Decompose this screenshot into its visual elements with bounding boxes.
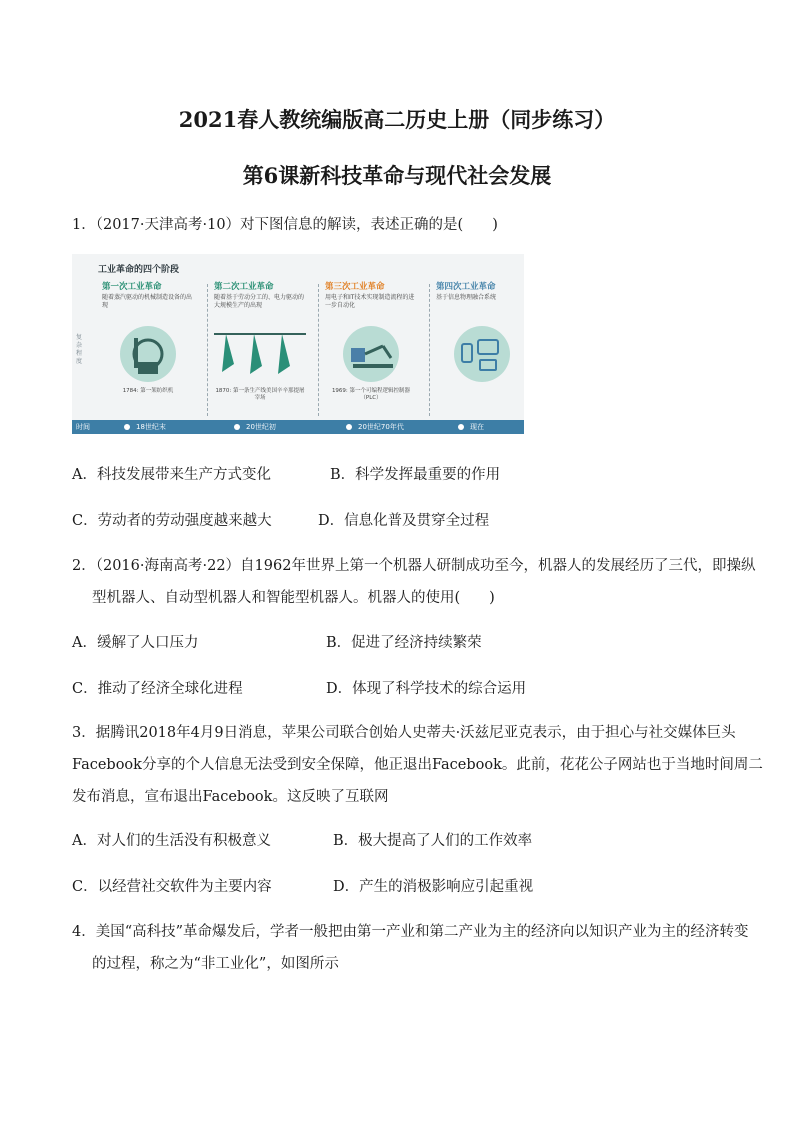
q1-stem: 1．（2017·天津高考·10）对下图信息的解读，表述正确的是( ) <box>72 217 498 233</box>
q3-option-b: B．极大提高了人们的工作效率 <box>333 833 533 849</box>
timeline-point: 18世纪末 <box>136 423 166 431</box>
q1-option-c: C．劳动者的劳动强度越来越大 <box>72 513 272 529</box>
q2-stem-line2: 型机器人、自动型机器人和智能型机器人。机器人的使用( ) <box>92 590 495 606</box>
stage-desc: 基于信息物理融合系统 <box>436 294 497 301</box>
q3-option-d: D．产生的消极影响应引起重视 <box>333 879 534 895</box>
q3-option-c: C．以经营社交软件为主要内容 <box>72 879 272 895</box>
q3-stem-line3: 发布消息，宣布退出Facebook。这反映了互联网 <box>72 789 389 805</box>
timeline-point: 现在 <box>470 423 484 431</box>
stage-divider <box>429 284 431 416</box>
q1-option-a: A．科技发展带来生产方式变化 <box>72 467 271 483</box>
q2-option-a: A．缓解了人口压力 <box>72 635 199 651</box>
stage-heading: 第四次工业革命 <box>436 282 496 292</box>
q1-option-b: B．科学发挥最重要的作用 <box>330 467 501 483</box>
q2-option-d: D．体现了科学技术的综合运用 <box>326 681 527 697</box>
stage-desc: 随着基于劳动分工的、电力驱动的大规模生产的出现 <box>214 294 305 309</box>
q2-stem-line1: 2．（2016·海南高考·22）自1962年世界上第一个机器人研制成功至今，机器人的发展经历了三代，即操纵 <box>72 558 756 574</box>
timeline-label: 时间 <box>76 423 90 431</box>
timeline-dot <box>124 424 130 430</box>
timeline-bar <box>72 420 524 434</box>
assembly-line-icon <box>214 328 306 382</box>
figure-title: 工业革命的四个阶段 <box>98 265 180 275</box>
timeline-point: 20世纪70年代 <box>358 423 404 431</box>
stage-heading: 第三次工业革命 <box>325 282 385 292</box>
q2-option-c: C．推动了经济全球化进程 <box>72 681 243 697</box>
devices-icon <box>454 326 510 382</box>
stage-note: 1784: 第一架纺织机 <box>122 388 174 394</box>
q3-stem-line2: Facebook分享的个人信息无法受到安全保障，他正退出Facebook。此前，花花公子网站也于当地时间周二 <box>72 757 763 773</box>
industrial-revolution-figure <box>72 254 524 434</box>
stage-panel-1 <box>98 280 198 430</box>
stage-desc: 用电子和IT技术实现制造流程的进一步自动化 <box>325 294 415 309</box>
page-title: 2021春人教统编版高二历史上册（同步练习） <box>178 107 616 132</box>
q1-option-d: D．信息化普及贯穿全过程 <box>318 513 490 529</box>
q2-option-b: B．促进了经济持续繁荣 <box>326 635 482 651</box>
robot-arm-icon <box>343 326 399 382</box>
stage-panel-3 <box>321 280 421 430</box>
stage-panel-4 <box>432 280 524 430</box>
timeline-dot <box>458 424 464 430</box>
stage-note: 1969: 第一个可编程逻辑控制器（PLC） <box>331 388 411 401</box>
loom-icon <box>120 326 176 382</box>
stage-desc: 随着蒸汽驱动的机械制造设备的出现 <box>102 294 193 309</box>
timeline-dot <box>346 424 352 430</box>
stage-heading: 第一次工业革命 <box>102 282 162 292</box>
stage-note: 1870: 第一条生产线美国辛辛那提屠宰场 <box>215 388 305 401</box>
stage-divider <box>207 284 209 416</box>
q4-stem-line1: 4．美国“高科技”革命爆发后，学者一般把由第一产业和第二产业为主的经济向以知识产业为主的经济转变 <box>72 924 749 940</box>
q3-stem-line1: 3．据腾讯2018年4月9日消息，苹果公司联合创始人史蒂夫·沃兹尼亚克表示，由于担心与社交媒体巨头 <box>72 725 736 741</box>
lesson-title: 第6课新科技革命与现代社会发展 <box>242 163 552 188</box>
q4-stem-line2: 的过程，称之为“非工业化”，如图所示 <box>92 956 339 972</box>
stage-panel-2 <box>210 280 310 430</box>
timeline-dot <box>234 424 240 430</box>
timeline-point: 20世纪初 <box>246 423 276 431</box>
q3-option-a: A．对人们的生活没有积极意义 <box>72 833 271 849</box>
figure-side-label: 复杂程度 <box>76 334 83 365</box>
stage-divider <box>318 284 320 416</box>
stage-heading: 第二次工业革命 <box>214 282 274 292</box>
